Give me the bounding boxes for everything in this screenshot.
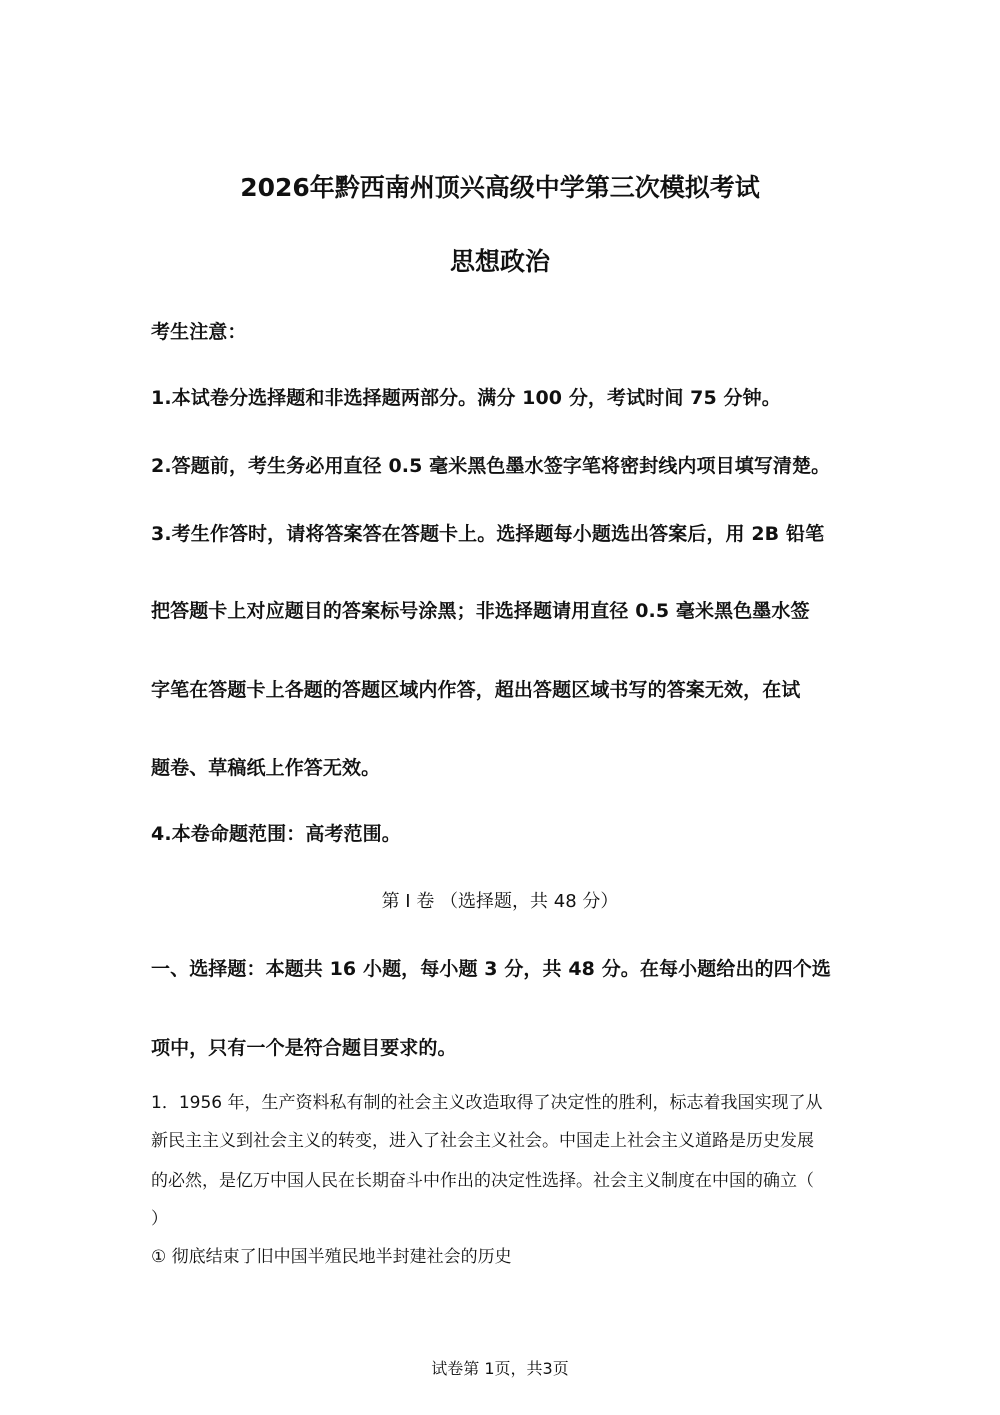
part1-instruction-1: 一、选择题：本题共 16 小题，每小题 3 分，共 48 分。在每小题给出的四个选: [151, 958, 831, 980]
part1-heading: 第 Ⅰ 卷 （选择题，共 48 分）: [381, 891, 619, 912]
notice-line-3: 3.考生作答时，请将答案答在答题卡上。选择题每小题选出答案后，用 2B 铅笔: [151, 523, 825, 545]
notice-line-4: 把答题卡上对应题目的答案标号涂黑；非选择题请用直径 0.5 毫米黑色墨水签: [151, 600, 810, 622]
subject-title: 思想政治: [449, 247, 550, 276]
notice-line-6: 题卷、草稿纸上作答无效。: [151, 757, 381, 779]
question1-line-1: 1．1956 年，生产资料私有制的社会主义改造取得了决定性的胜利，标志着我国实现了从: [151, 1093, 823, 1113]
notice-line-2: 2.答题前，考生务必用直径 0.5 毫米黑色墨水签字笔将密封线内项目填写清楚。: [151, 455, 831, 477]
notice-heading: 考生注意：: [151, 321, 247, 343]
exam-title: 2026年黔西南州顶兴高级中学第三次模拟考试: [240, 173, 760, 202]
question1-line-2: 新民主主义到社会主义的转变，进入了社会主义社会。中国走上社会主义道路是历史发展: [151, 1131, 814, 1151]
page-footer: 试卷第 1页，共3页: [431, 1359, 569, 1378]
notice-line-1: 1.本试卷分选择题和非选择题两部分。满分 100 分，考试时间 75 分钟。: [151, 387, 781, 409]
notice-line-5: 字笔在答题卡上各题的答题区域内作答，超出答题区域书写的答案无效，在试: [151, 679, 801, 701]
question1-option-1: ① 彻底结束了旧中国半殖民地半封建社会的历史: [151, 1247, 512, 1267]
question1-line-3: 的必然，是亿万中国人民在长期奋斗中作出的决定性选择。社会主义制度在中国的确立（: [151, 1171, 814, 1191]
notice-line-7: 4.本卷命题范围：高考范围。: [151, 823, 401, 845]
question1-line-4: ）: [151, 1209, 168, 1229]
part1-instruction-2: 项中，只有一个是符合题目要求的。: [151, 1037, 457, 1059]
